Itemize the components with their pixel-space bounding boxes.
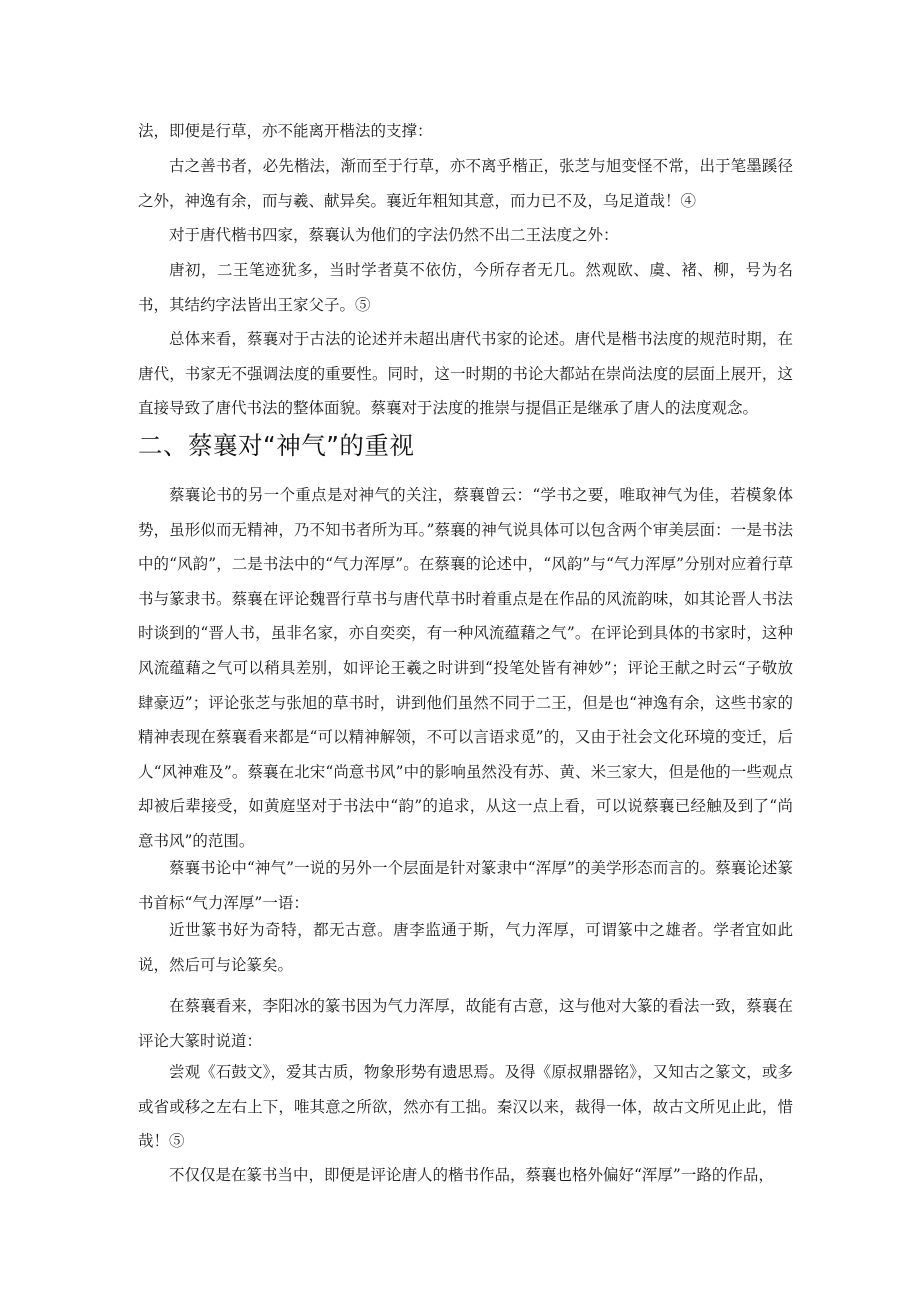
paragraph-tang-masters: 对于唐代楷书四家，蔡襄认为他们的字法仍然不出二王法度之外： (169, 226, 619, 244)
quote-block-4: 尝观《石鼓文》，爱其古质，物象形势有遗思焉。及得《原叔鼎器铭》，又知古之篆文，或多或省或移之左右上下，唯其意之所欲，然亦有工拙。秦汉以来，裁得一体，故古文所见止此，惜哉！⑤ (138, 1063, 793, 1151)
paragraph-li-yangbing: 在蔡襄看来，李阳冰的篆书因为气力浑厚，故能有古意，这与他对大篆的看法一致，蔡襄在评论大篆时说道： (138, 997, 793, 1050)
paragraph-hunhou: 蔡襄书论中“神气”一说的另外一个层面是针对篆隶中“浑厚”的美学形态而言的。蔡襄论述篆书首标“气力浑厚”一语： (138, 859, 793, 912)
quote-block-1: 古之善书者，必先楷法，渐而至于行草，亦不离乎楷正，张芝与旭变怪不常，出于笔墨蹊径之外，神逸有余，而与羲、献异矣。襄近年粗知其意，而力已不及，乌足道哉！④ (138, 157, 793, 210)
quote-block-2: 唐初，二王笔迹犹多，当时学者莫不依仿，今所存者无几。然观欧、虞、褚、柳，号为名书，其结约字法皆出王家父子。⑤ (138, 261, 793, 314)
quote-block-3: 近世篆书好为奇特，都无古意。唐李监通于斯，气力浑厚，可谓篆中之雄者。学者宜如此说，然后可与论篆矣。 (138, 921, 793, 974)
paragraph-continuation: 法，即便是行草，亦不能离开楷法的支撑： (138, 122, 433, 140)
paragraph-summary: 总体来看，蔡襄对于古法的论述并未超出唐代书家的论述。唐代是楷书法度的规范时期，在唐代，书家无不强调法度的重要性。同时，这一时期的书论大都站在崇尚法度的层面上展开，这直接导致了唐代书法的整体面貌。蔡襄对于法度的推崇与提倡正是继承了唐人的法度观念。 (138, 330, 793, 418)
paragraph-shenqi: 蔡襄论书的另一个重点是对神气的关注，蔡襄曾云：“学书之要，唯取神气为佳，若模象体势，虽形似而无精神，乃不知书者所为耳。”蔡襄的神气说具体可以包含两个审美层面：一是书法中的“风韵”，二是书法中的“气力浑厚”。在蔡襄的论述中，“风韵”与“气力浑厚”分别对应着行草书与篆隶书。蔡襄在评论魏晋行草书与唐代草书时着重点是在作品的风流韵味，如其论晋人书法时谈到的“晋人书，虽非名家，亦自奕奕，有一种风流蕴藉之气”。在评论到具体的书家时，这种风流蕴藉之气可以稍具差别，如评论王羲之时讲到“投笔处皆有神妙”；评论王献之时云“子敬放肆豪迈”；评论张芝与张旭的草书时，讲到他们虽然不同于二王，但是也“神逸有余，这些书家的精神表现在蔡襄看来都是“可以精神解领，不可以言语求觅”的，又由于社会文化环境的变迁，后人“风神难及”。蔡襄在北宋“尚意书风”中的影响虽然没有苏、黄、米三家大，但是他的一些观点却被后辈接受，如黄庭坚对于书法中“韵”的追求，从这一点上看，可以说蔡襄已经触及到了“尚意书风”的范围。 (138, 486, 793, 850)
paragraph-kaishu: 不仅仅是在篆书当中，即便是评论唐人的楷书作品，蔡襄也格外偏好“浑厚”一路的作品， (169, 1166, 774, 1184)
section-heading: 二、蔡襄对“神气”的重视 (138, 431, 415, 460)
